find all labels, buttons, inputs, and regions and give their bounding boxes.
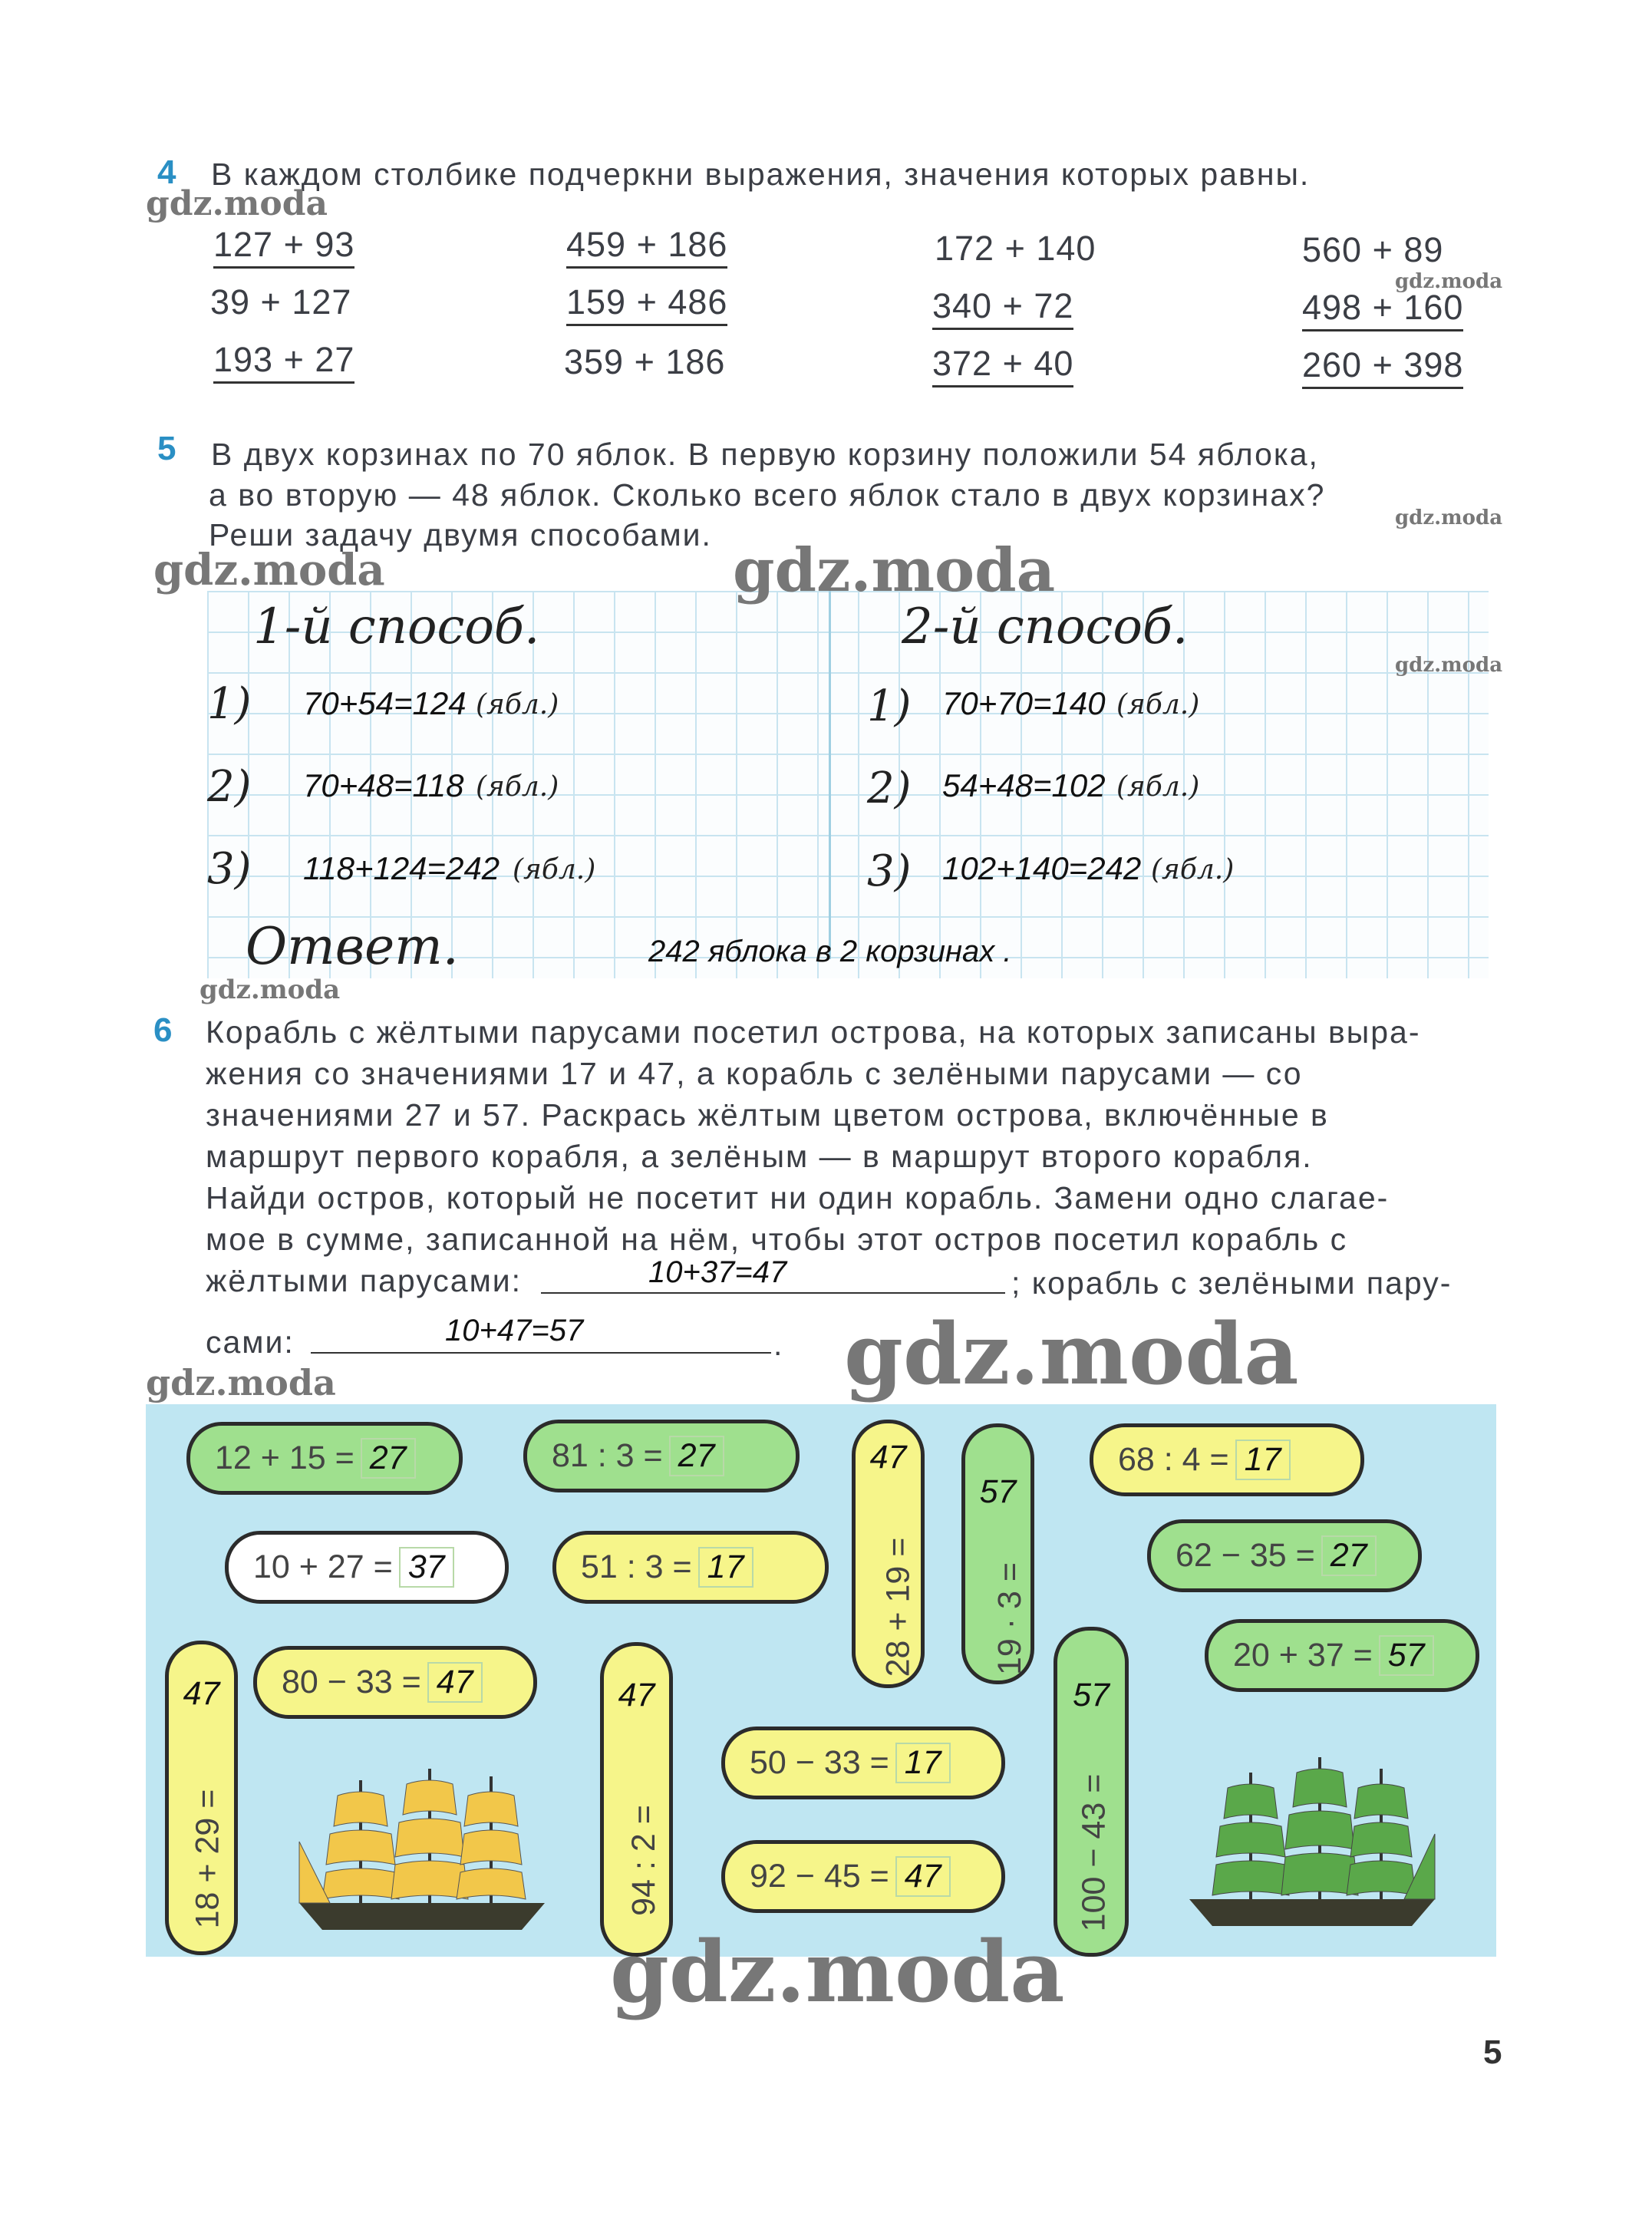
island-answer: 47 (618, 1677, 655, 1713)
island-expr: 62 − 35 = (1176, 1537, 1315, 1574)
task5-line: В двух корзинах по 70 яблок. В первую корзину положили 54 яблока, (211, 437, 1319, 472)
task4-expr: 459 + 186 (566, 225, 727, 269)
island[interactable] (1090, 1423, 1364, 1496)
island-answer: 57 (1379, 1635, 1434, 1676)
answer-line-green (311, 1352, 771, 1354)
watermark: gdz.moda (733, 536, 1056, 605)
answer-line-yellow (541, 1292, 1005, 1294)
task6-line: Найди остров, который не посетит ни один корабль. Замени одно слагае- (206, 1180, 1390, 1215)
task4-expr: 172 + 140 (935, 229, 1096, 268)
step-unit: (ябл.) (476, 771, 559, 803)
watermark: gdz.moda (610, 1922, 1065, 2021)
step-unit: (ябл.) (1116, 689, 1200, 721)
watermark: gdz.moda (1395, 270, 1503, 293)
island-answer: 17 (698, 1547, 753, 1588)
island-expr: 81 : 3 = (552, 1437, 663, 1474)
step-unit: (ябл.) (513, 854, 596, 886)
method1-title: 1-й способ. (253, 599, 540, 655)
task4-expr: 560 + 89 (1302, 230, 1444, 269)
task5-line: а во вторую — 48 яблок. Сколько всего яблок стало в двух корзинах? (209, 477, 1326, 513)
step-number: 1) (207, 679, 252, 729)
island[interactable] (721, 1840, 1005, 1913)
task4-expr: 340 + 72 (932, 286, 1073, 330)
task6-line: жёлтыми парусами: (206, 1263, 523, 1298)
task4-expr: 498 + 160 (1302, 288, 1463, 331)
step-number: 2) (867, 764, 912, 813)
island[interactable] (253, 1646, 537, 1719)
island[interactable] (225, 1531, 509, 1604)
task4-expr: 193 + 27 (213, 340, 354, 384)
task4-text: В каждом столбике подчеркни выражения, значения которых равны. (211, 157, 1311, 192)
task6-line: маршрут первого корабля, а зелёным — в маршрут второго корабля. (206, 1139, 1313, 1174)
answer-label: Ответ. (246, 917, 459, 976)
island-expr: 50 − 33 = (750, 1744, 889, 1781)
step-number: 3) (867, 846, 912, 896)
step-unit: (ябл.) (1116, 771, 1200, 803)
step-expr: 102+140=242 (942, 850, 1142, 886)
task5-number: 5 (157, 430, 176, 467)
island-expr: 92 − 45 = (750, 1858, 889, 1895)
answer-yellow: 10+37=47 (648, 1255, 787, 1289)
island-answer: 57 (1073, 1677, 1110, 1713)
answer-green: 10+47=57 (445, 1314, 584, 1347)
watermark: gdz.moda (199, 975, 341, 1005)
island-expr: 20 + 37 = (1233, 1637, 1373, 1674)
island[interactable] (721, 1727, 1005, 1799)
island-answer: 57 (979, 1473, 1017, 1510)
vertical-island[interactable] (852, 1420, 925, 1688)
watermark: gdz.moda (844, 1304, 1299, 1403)
step-number: 1) (867, 681, 912, 731)
watermark: gdz.moda (1395, 654, 1503, 677)
island-expr: 18 + 29 = (189, 1789, 226, 1929)
task4-expr: 359 + 186 (564, 342, 726, 381)
green-ship-icon (1174, 1734, 1450, 1934)
watermark: gdz.moda (146, 184, 328, 223)
step-expr: 70+48=118 (303, 767, 464, 803)
step-expr: 70+54=124 (303, 685, 467, 721)
task6-line: жения со значениями 17 и 47, а корабль с зелёными парусами — со (206, 1056, 1303, 1091)
vertical-island[interactable] (165, 1641, 238, 1955)
island-answer: 17 (895, 1743, 951, 1783)
step-unit: (ябл.) (476, 689, 559, 721)
island-answer: 47 (183, 1675, 220, 1712)
task6-line: мое в сумме, записанной на нём, чтобы этот остров посетил корабль с (206, 1222, 1348, 1257)
task4-expr: 39 + 127 (210, 282, 352, 322)
island-expr: 10 + 27 = (253, 1548, 393, 1585)
watermark: gdz.moda (153, 545, 385, 595)
task4-number: 4 (157, 153, 176, 191)
task6-line: значениями 27 и 57. Раскрась жёлтым цветом острова, включённые в (206, 1097, 1329, 1133)
step-unit: (ябл.) (1151, 854, 1235, 886)
watermark: gdz.moda (146, 1362, 336, 1403)
island[interactable] (1147, 1519, 1422, 1592)
island-expr: 28 + 19 = (879, 1537, 917, 1677)
yellow-ship-icon (284, 1750, 560, 1934)
island[interactable] (186, 1422, 463, 1495)
task6-line: сами: (206, 1324, 295, 1360)
step-expr: 70+70=140 (942, 685, 1106, 721)
step-number: 3) (207, 844, 252, 894)
island-expr: 19 · 3 = (991, 1562, 1029, 1676)
page-number: 5 (1483, 2033, 1502, 2071)
step-number: 2) (207, 762, 252, 812)
island-expr: 12 + 15 = (215, 1440, 354, 1476)
answer-text: 242 яблока в 2 корзинах . (648, 935, 1012, 968)
island-answer: 37 (399, 1547, 454, 1588)
island-answer: 47 (895, 1856, 951, 1897)
task4-expr: 260 + 398 (1302, 345, 1463, 389)
grid-divider (829, 591, 831, 959)
watermark: gdz.moda (1395, 506, 1503, 529)
island-expr: 80 − 33 = (282, 1664, 421, 1700)
island[interactable] (552, 1531, 829, 1604)
vertical-island[interactable] (1054, 1627, 1129, 1957)
island-answer: 17 (1235, 1440, 1291, 1480)
island-answer: 47 (427, 1662, 483, 1703)
task6-line: . (773, 1327, 784, 1362)
task6-line: Корабль с жёлтыми парусами посетил острова, на которых записаны выра- (206, 1014, 1421, 1050)
task6-number: 6 (153, 1011, 173, 1049)
task6-line: ; корабль с зелёными пару- (1011, 1265, 1453, 1301)
task4-expr: 159 + 486 (566, 282, 727, 326)
island-answer: 27 (669, 1436, 724, 1476)
island-expr: 100 − 43 = (1075, 1773, 1113, 1932)
island-answer: 27 (1321, 1535, 1377, 1576)
island[interactable] (523, 1420, 800, 1492)
island-expr: 51 : 3 = (581, 1548, 692, 1585)
island-expr: 68 : 4 = (1118, 1441, 1229, 1478)
step-expr: 118+124=242 (303, 850, 500, 886)
task4-expr: 127 + 93 (213, 225, 354, 269)
vertical-island[interactable] (961, 1423, 1034, 1684)
task4-expr: 372 + 40 (932, 344, 1073, 388)
island[interactable] (1205, 1619, 1479, 1692)
method2-title: 2-й способ. (902, 599, 1189, 655)
step-expr: 54+48=102 (942, 767, 1106, 803)
vertical-island[interactable] (600, 1642, 673, 1957)
island-answer: 47 (869, 1439, 907, 1476)
island-expr: 94 : 2 = (625, 1805, 662, 1916)
island-answer: 27 (361, 1438, 416, 1479)
task5-line: Реши задачу двумя способами. (209, 517, 712, 552)
